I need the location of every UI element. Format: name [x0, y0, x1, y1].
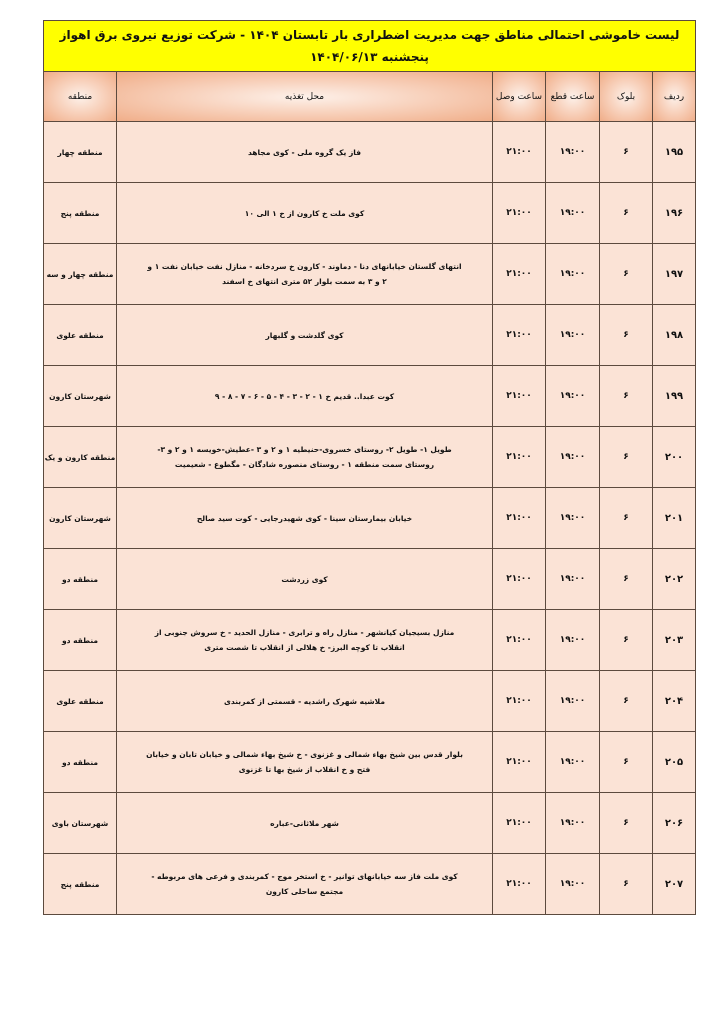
- row-number: ۲۰۵: [653, 732, 696, 793]
- column-header-block: بلوک: [600, 72, 653, 122]
- block-number: ۶: [600, 488, 653, 549]
- block-number: ۶: [600, 122, 653, 183]
- region: منطقه چهار و سه: [44, 244, 117, 305]
- block-number: ۶: [600, 732, 653, 793]
- row-number: ۲۰۰: [653, 427, 696, 488]
- cut-time: ۱۹:۰۰: [546, 549, 600, 610]
- cut-time: ۱۹:۰۰: [546, 244, 600, 305]
- region: منطقه دو: [44, 610, 117, 671]
- connect-time: ۲۱:۰۰: [493, 427, 546, 488]
- table-row: [44, 671, 696, 732]
- block-number: ۶: [600, 610, 653, 671]
- region: منطقه پنج: [44, 854, 117, 915]
- region: منطقه علوی: [44, 305, 117, 366]
- cut-time: ۱۹:۰۰: [546, 122, 600, 183]
- region: منطقه چهار: [44, 122, 117, 183]
- cut-time: ۱۹:۰۰: [546, 671, 600, 732]
- feeder-location: خیابان بیمارستان سینا - کوی شهیدرجایی - کوت سید صالح: [117, 488, 493, 549]
- region: منطقه کارون و یک: [44, 427, 117, 488]
- cut-time: ۱۹:۰۰: [546, 732, 600, 793]
- connect-time: ۲۱:۰۰: [493, 671, 546, 732]
- table-row: [44, 488, 696, 549]
- block-number: ۶: [600, 549, 653, 610]
- table-row: [44, 854, 696, 915]
- feeder-location: فاز یک گروه ملی - کوی مجاهد: [117, 122, 493, 183]
- connect-time: ۲۱:۰۰: [493, 732, 546, 793]
- title-line-2-date: پنجشنبه ۱۴۰۴/۰۶/۱۳: [310, 50, 429, 64]
- region: شهرستان کارون: [44, 488, 117, 549]
- row-number: ۲۰۳: [653, 610, 696, 671]
- feeder-location: کوی گلدشت و گلبهار: [117, 305, 493, 366]
- connect-time: ۲۱:۰۰: [493, 305, 546, 366]
- region: منطقه دو: [44, 732, 117, 793]
- table-row: [44, 122, 696, 183]
- table-row: [44, 610, 696, 671]
- feeder-location: ملاشیه شهرک راشدیه - قسمتی از کمربندی: [117, 671, 493, 732]
- row-number: ۲۰۴: [653, 671, 696, 732]
- connect-time: ۲۱:۰۰: [493, 610, 546, 671]
- feeder-location: کوی زردشت: [117, 549, 493, 610]
- table-row: [44, 732, 696, 793]
- feeder-location: انتهای گلستان خیابانهای دنا - دماوند - کارون خ سردخانه - منازل نفت خیابان نفت ۱ و ۲ و ۳ به سمت بلوار ۵۲ متری انتهای خ اسفند: [117, 244, 493, 305]
- block-number: ۶: [600, 427, 653, 488]
- column-header-region: منطقه: [44, 72, 117, 122]
- region: منطقه علوی: [44, 671, 117, 732]
- cut-time: ۱۹:۰۰: [546, 305, 600, 366]
- connect-time: ۲۱:۰۰: [493, 366, 546, 427]
- row-number: ۱۹۶: [653, 183, 696, 244]
- block-number: ۶: [600, 793, 653, 854]
- feeder-location: بلوار قدس بین شیخ بهاء شمالی و غزنوی - خ شیخ بهاء شمالی و خیابان تابان و خیابان فتح و خ انقلاب از شیخ بها تا غزنوی: [117, 732, 493, 793]
- block-number: ۶: [600, 854, 653, 915]
- row-number: ۲۰۶: [653, 793, 696, 854]
- table-row: [44, 427, 696, 488]
- cut-time: ۱۹:۰۰: [546, 793, 600, 854]
- cut-time: ۱۹:۰۰: [546, 610, 600, 671]
- outage-schedule-table: [43, 20, 696, 915]
- row-number: ۲۰۱: [653, 488, 696, 549]
- cut-time: ۱۹:۰۰: [546, 366, 600, 427]
- row-number: ۱۹۸: [653, 305, 696, 366]
- table-row: [44, 793, 696, 854]
- block-number: ۶: [600, 366, 653, 427]
- cut-time: ۱۹:۰۰: [546, 488, 600, 549]
- block-number: ۶: [600, 305, 653, 366]
- outage-schedule-sheet: [44, 20, 696, 915]
- feeder-location: کوی ملت خ کارون از خ ۱ الی ۱۰: [117, 183, 493, 244]
- feeder-location: شهر ملاثانی-عباره: [117, 793, 493, 854]
- table-row: [44, 549, 696, 610]
- region: شهرستان باوی: [44, 793, 117, 854]
- table-row: [44, 305, 696, 366]
- feeder-location: منازل بسیجیان کیانشهر - منازل راه و ترابری - منازل الحدید - خ سروش جنوبی از انقلاب تا کوچه البرز- خ هلالی از انقلاب تا شصت متری: [117, 610, 493, 671]
- connect-time: ۲۱:۰۰: [493, 122, 546, 183]
- cut-time: ۱۹:۰۰: [546, 183, 600, 244]
- region: منطقه پنج: [44, 183, 117, 244]
- title-line-1: لیست خاموشی احتمالی مناطق جهت مدیریت اضطراری بار تابستان ۱۴۰۴ - شرکت توزیع نیروی برق اهواز: [59, 28, 680, 42]
- region: منطقه دو: [44, 549, 117, 610]
- feeder-location: طویل ۱- طویل ۲- روستای خسروی-حنیطیه ۱ و ۲ و ۳ -عطیش-خویسه ۱ و ۲ و ۳- روستای سمت منطقه ۱ - روستای منصوره شادگان - مگطوع - شعیمیت: [117, 427, 493, 488]
- cut-time: ۱۹:۰۰: [546, 854, 600, 915]
- table-row: [44, 366, 696, 427]
- cut-time: ۱۹:۰۰: [546, 427, 600, 488]
- connect-time: ۲۱:۰۰: [493, 183, 546, 244]
- feeder-location: کوی ملت فاز سه خیابانهای توانیر - خ استخر موج - کمربندی و فرعی های مربوطه - مجتمع ساحلی کارون: [117, 854, 493, 915]
- connect-time: ۲۱:۰۰: [493, 854, 546, 915]
- block-number: ۶: [600, 244, 653, 305]
- row-number: ۱۹۷: [653, 244, 696, 305]
- row-number: ۲۰۲: [653, 549, 696, 610]
- connect-time: ۲۱:۰۰: [493, 488, 546, 549]
- region: شهرستان کارون: [44, 366, 117, 427]
- column-header-connect-time: ساعت وصل: [493, 72, 546, 122]
- block-number: ۶: [600, 183, 653, 244]
- column-header-feeder-location: محل تغذیه: [117, 72, 493, 122]
- title-row: [44, 21, 696, 72]
- row-number: ۲۰۷: [653, 854, 696, 915]
- block-number: ۶: [600, 671, 653, 732]
- row-number: ۱۹۹: [653, 366, 696, 427]
- row-number: ۱۹۵: [653, 122, 696, 183]
- document-title: [44, 21, 696, 72]
- connect-time: ۲۱:۰۰: [493, 793, 546, 854]
- column-header-row: [44, 72, 696, 122]
- connect-time: ۲۱:۰۰: [493, 244, 546, 305]
- table-row: [44, 183, 696, 244]
- feeder-location: کوت عبدا.. قدیم خ ۱ - ۲ - ۳ - ۴ - ۵ - ۶ - ۷ - ۸ - ۹: [117, 366, 493, 427]
- table-row: [44, 244, 696, 305]
- column-header-cut-time: ساعت قطع: [546, 72, 600, 122]
- column-header-row-no: ردیف: [653, 72, 696, 122]
- connect-time: ۲۱:۰۰: [493, 549, 546, 610]
